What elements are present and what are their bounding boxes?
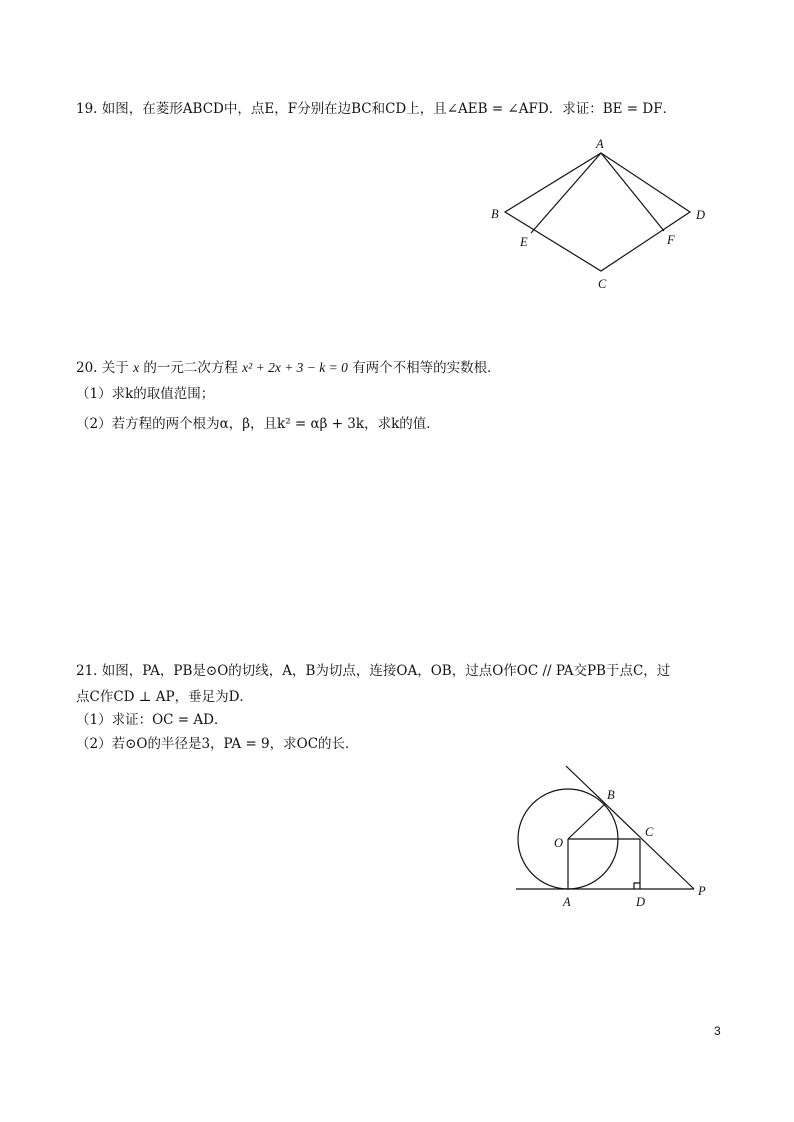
problem-21-number: 21. [76, 663, 98, 679]
problem-20-stem-mid: 的一元二次方程 [143, 360, 238, 376]
label-E: E [520, 235, 528, 249]
label-O: O [554, 836, 564, 850]
problem-20-part1: （1）求k的取值范围； [76, 386, 215, 402]
circle-tangent-figure [505, 760, 725, 910]
page-number: 3 [714, 1024, 721, 1038]
label-B: B [491, 207, 499, 221]
problem-19-number: 19. [76, 101, 98, 117]
label-F: F [667, 233, 675, 247]
label-C: C [645, 825, 654, 839]
label-C: C [598, 277, 607, 291]
problem-21-line1 [76, 662, 670, 680]
problem-19-text [76, 100, 676, 118]
problem-21-part1: （1）求证：OC = AD． [76, 712, 228, 728]
problem-20-part2: （2）若方程的两个根为α，β，且k² = αβ + 3k，求k的值． [76, 416, 440, 432]
problem-20-stem-post: 有两个不相等的实数根． [352, 360, 501, 376]
rhombus-figure [480, 130, 720, 300]
problem-21-line2: 点C作CD ⊥ AP，垂足为D． [76, 689, 253, 705]
problem-21-statement-1: 如图，PA，PB是⊙O的切线，A，B为切点，连接OA，OB，过点O作OC // PA交PB于点C，过 [101, 663, 671, 679]
problem-20-stem-var: x [133, 360, 140, 375]
label-D: D [636, 895, 646, 909]
label-B: B [607, 788, 615, 802]
label-P: P [698, 884, 706, 898]
label-A: A [596, 137, 604, 151]
problem-21-part2: （2）若⊙O的半径是3，PA = 9，求OC的长． [76, 736, 359, 752]
problem-20-number: 20. [76, 360, 98, 376]
problem-20-text [76, 359, 501, 377]
problem-20-equation: x² + 2x + 3 − k = 0 [242, 360, 348, 375]
label-A: A [563, 895, 571, 909]
problem-19-statement: 如图，在菱形ABCD中，点E，F分别在边BC和CD上，且∠AEB = ∠AFD．求证：BE = DF． [101, 101, 677, 117]
label-D: D [696, 208, 706, 222]
problem-20-stem-pre: 关于 [101, 360, 129, 376]
